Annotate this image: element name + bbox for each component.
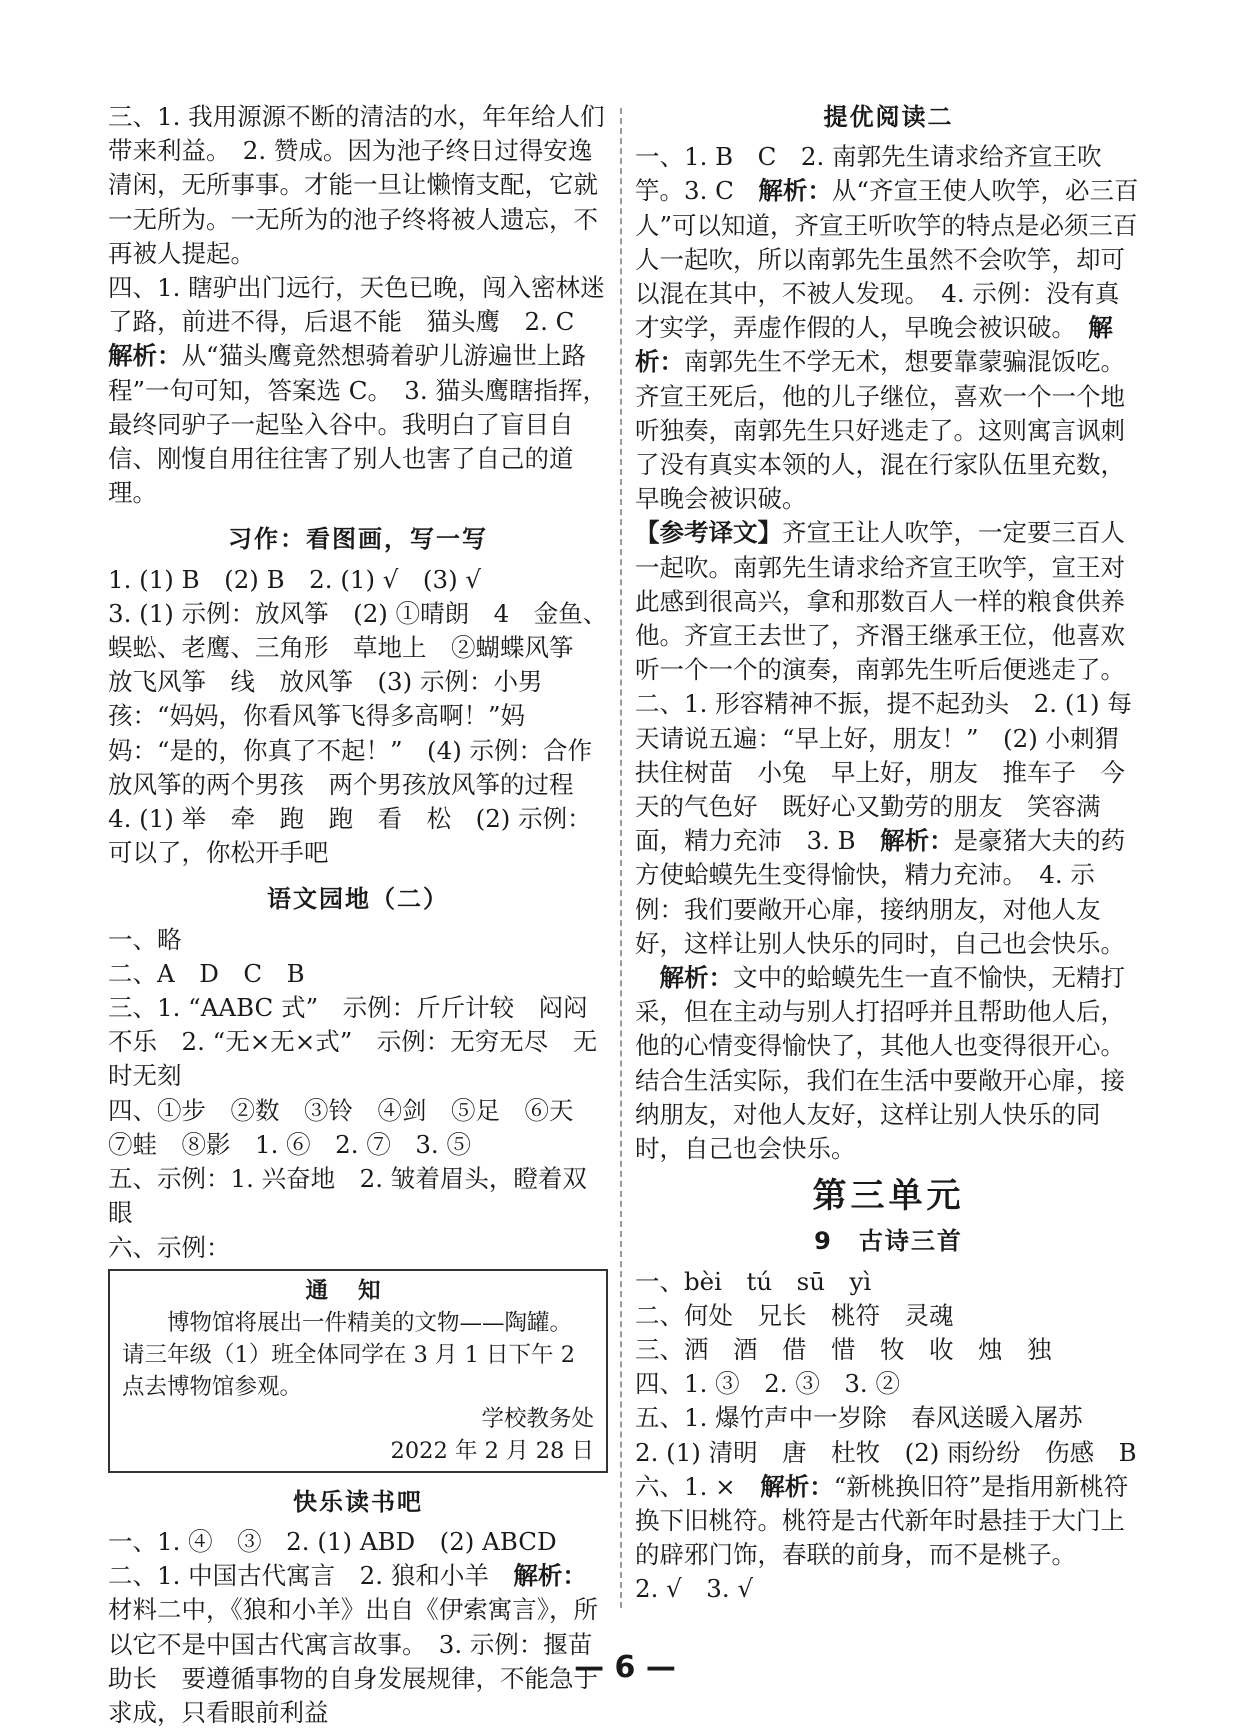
- gushi-answer-3: 三、洒 酒 借 惜 牧 收 烛 独: [635, 1334, 1052, 1364]
- notice-box: [108, 1269, 608, 1473]
- right-column: [635, 100, 1142, 1607]
- yuwen-answer-2: 二、A D C B: [108, 958, 305, 988]
- tiyou-analysis: [635, 961, 1142, 1166]
- gushi-answer-6-2: 2. √ 3. √: [635, 1574, 754, 1604]
- notice-body: 博物馆将展出一件精美的文物——陶罐。请三年级（1）班全体同学在 3 月 1 日下午 2 点去博物馆参观。: [122, 1309, 576, 1400]
- xizuo-answer-3: 3. (1) 示例：放风筝 (2) ①晴朗 4 金鱼、蜈蚣、老鹰、三角形 草地上 ②蝴蝶风筝 放飞风筝 线 放风筝 (3) 示例：小男孩：“妈妈，你看风筝飞得多高啊！”妈妈：“是的，你真了不起！” (4) 示例：合作放风筝的两个男孩 两个男孩放风筝的过程: [108, 598, 608, 799]
- yuwen-answer-1: 一、略: [108, 924, 182, 954]
- analysis-label: 解析：: [760, 1471, 834, 1501]
- analysis-text: 从“猫头鹰竟然想骑着驴儿游遍世上路程”一句可知，答案选 C。 3. 猫头鹰瞎指挥，最终同驴子一起坠入谷中。我明白了盲目自信、刚愎自用往往害了别人也害了自己的道理。: [108, 341, 607, 508]
- gushi-answer-5: 五、1. 爆竹声中一岁除 春风送暖入屠苏: [635, 1403, 1083, 1433]
- section-heading-yuwen: 语文园地（二）: [267, 885, 449, 914]
- yuwen-answer-5: 五、示例：1. 兴奋地 2. 皱着眉头，瞪着双眼: [108, 1164, 587, 1228]
- gushi-answer-6-text: 六、1. ×: [635, 1471, 761, 1501]
- translation-text: 齐宣王让人吹竽，一定要三百人一起吹。南郭先生请求给齐宣王吹竽，宣王对此感到很高兴，拿和那数百人一样的粮食供养他。齐宣王去世了，齐湣王继承王位，他喜欢听一个一个的演奏，南郭先生听后便逃走了。: [635, 518, 1125, 685]
- analysis-label: 解析：: [108, 341, 182, 371]
- gushi-answer-5-2: 2. (1) 清明 唐 杜牧 (2) 雨纷纷 伤感 B: [635, 1437, 1137, 1467]
- tiyou-answer-1-text: 一、1. B C 2. 南郭先生请求给齐宣王吹竽。3. C: [635, 142, 1102, 206]
- gushi-answer-1: 一、bèi tú sū yì: [635, 1266, 872, 1296]
- analysis-text: “新桃换旧符”是指用新桃符换下旧桃符。桃符是古代新年时悬挂于大门上的辟邪门饰，春联的前身，而不是桃子。: [635, 1471, 1129, 1570]
- tiyou-answer-2-text: 二、1. 形容精神不振，提不起劲头 2. (1) 每天请说五遍：“早上好，朋友！” (2) 小刺猬 扶住树苗 小兔 早上好，朋友 推车子 今天的气色好 既好心又勤劳的朋友 笑容满面，精力充沛 3. B: [635, 689, 1144, 856]
- analysis-text: 从“齐宣王使人吹竽，必三百人”可以知道，齐宣王听吹竽的特点是必须三百人一起吹，所以南郭先生虽然不会吹竽，却可以混在其中，不被人发现。 4. 示例：没有真才实学，弄虚作假的人，早晚会被识破。: [635, 176, 1139, 343]
- gushi-answer-2: 二、何处 兄长 桃符 灵魂: [635, 1300, 954, 1330]
- yuwen-answer-4: 四、①步 ②数 ③铃 ④剑 ⑤足 ⑥天 ⑦蛙 ⑧影 1. ⑥ 2. ⑦ 3. ⑤: [108, 1095, 598, 1159]
- analysis-text: 材料二中，《狼和小羊》出自《伊索寓言》，所以它不是中国古代寓言故事。 3. 示例：揠苗助长 要遵循事物的自身发展规律，不能急于求成，只看眼前利益: [108, 1595, 598, 1727]
- gushi-answer-4: 四、1. ③ 2. ③ 3. ②: [635, 1369, 900, 1399]
- analysis-label: 解析：: [513, 1561, 587, 1591]
- reference-translation: [635, 516, 1142, 687]
- xizuo-answer-4: 4. (1) 举 牵 跑 跑 看 松 (2) 示例：可以了，你松开手吧: [108, 804, 592, 868]
- kuaile-answer-2: [108, 1559, 608, 1730]
- left-column: [108, 100, 608, 1730]
- answer-analysis: [108, 339, 608, 510]
- answer-section-3: 三、1. 我用源源不断的清洁的水，年年给人们带来利益。 2. 赞成。因为池子终日过得安逸清闲，无所事事。才能一旦让懒惰支配，它就一无所为。一无所为的池子终将被人遗忘，不再被人提起。: [108, 102, 605, 268]
- analysis-text: 文中的蛤蟆先生一直不愉快，无精打采，但在主动与别人打招呼并且帮助他人后，他的心情变得愉快了，其他人也变得很开心。结合生活实际，我们在生活中要敞开心扉，接纳朋友，对他人友好，这样让别人快乐的同时，自己也会快乐。: [635, 963, 1125, 1164]
- page-number: — 6 —: [574, 1650, 676, 1685]
- section-heading-gushi: 9 古诗三首: [814, 1227, 963, 1256]
- unit-title: 第三单元: [812, 1176, 965, 1217]
- analysis-label: 解析：: [659, 963, 733, 993]
- kuaile-answer-1: 一、1. ④ ③ 2. (1) ABD (2) ABCD: [108, 1526, 557, 1556]
- analysis-text: 是豪猪大夫的药方使蛤蟆先生变得愉快，精力充沛。 4. 示例：我们要敞开心扉，接纳朋友，对他人友好，这样让别人快乐的同时，自己也会快乐。: [635, 826, 1126, 958]
- tiyou-answer-1: [635, 140, 1142, 516]
- xizuo-answer-1: 1. (1) B (2) B 2. (1) √ (3) √: [108, 564, 482, 594]
- answer-section-4: 四、1. 瞎驴出门远行，天色已晚，闯入密林迷了路，前进不得，后退不能 猫头鹰 2. C: [108, 273, 605, 337]
- notice-title: 通知: [305, 1277, 411, 1304]
- gushi-answer-6: [635, 1470, 1142, 1573]
- column-divider: [620, 108, 622, 1608]
- notice-date: 2022 年 2 月 28 日: [390, 1437, 594, 1464]
- section-heading-kuaile: 快乐读书吧: [293, 1487, 423, 1516]
- section-heading-xizuo: 习作：看图画，写一写: [228, 525, 488, 554]
- analysis-text: 南郭先生不学无术，想要靠蒙骗混饭吃。齐宣王死后，他的儿子继位，喜欢一个一个地听独奏，南郭先生只好逃走了。这则寓言讽刺了没有真实本领的人，混在行家队伍里充数，早晚会被识破。: [635, 347, 1125, 514]
- notice-signature: 学校教务处: [481, 1405, 594, 1432]
- section-heading-tiyou: 提优阅读二: [823, 103, 954, 131]
- kuaile-answer-2-text: 二、1. 中国古代寓言 2. 狼和小羊: [108, 1561, 514, 1591]
- yuwen-answer-6: 六、示例：: [108, 1232, 231, 1262]
- analysis-label: 解析：: [635, 313, 1113, 377]
- tiyou-answer-2: [635, 687, 1142, 961]
- analysis-label: 解析：: [758, 176, 832, 206]
- yuwen-answer-3: 三、1. “AABC 式” 示例：斤斤计较 闷闷不乐 2. “无×无×式” 示例：无穷无尽 无时无刻: [108, 993, 598, 1091]
- translation-label: 【参考译文】: [635, 518, 782, 548]
- analysis-label: 解析：: [880, 826, 954, 856]
